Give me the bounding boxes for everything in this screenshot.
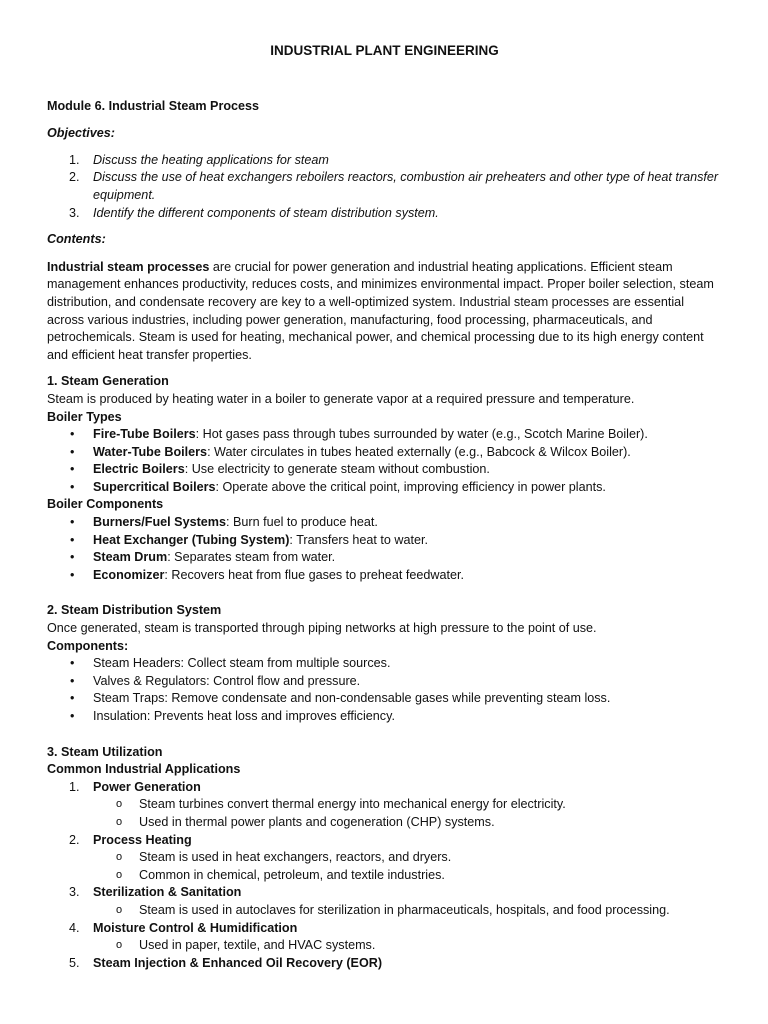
list-item-desc: : Burn fuel to produce heat. [226,515,378,530]
list-item-term: Supercritical Boilers [93,479,216,494]
application-title: Moisture Control & Humidification [93,920,298,935]
contents-heading: Contents: [47,232,106,247]
application-title: Steam Injection & Enhanced Oil Recovery (EOR) [93,955,383,970]
sub-item: o Steam turbines convert thermal energy into mechanical energy for electricity. [93,796,722,814]
boiler-types-heading: Boiler Types [47,409,122,424]
application-title: Process Heating [93,832,192,847]
objective-number: 1. [69,152,80,167]
application-sublist [93,902,722,920]
application-number: 3. [69,885,80,900]
distribution-components-list [47,655,722,725]
document-title: INDUSTRIAL PLANT ENGINEERING [270,43,499,58]
list-item: • Steam Headers: Collect steam from multiple sources. [47,655,722,673]
list-item-desc: : Hot gases pass through tubes surrounded by water (e.g., Scotch Marine Boiler). [195,427,648,442]
list-item [47,567,722,585]
objectives-list [47,152,722,222]
list-item-term: Heat Exchanger (Tubing System) [93,532,290,547]
list-item [47,461,722,479]
list-item [47,532,722,550]
intro-paragraph [47,259,722,365]
objective-item [47,205,722,223]
list-item-desc: : Separates steam from water. [167,550,336,565]
objective-number: 2. [69,170,80,185]
sub-item: o Steam is used in heat exchangers, reactors, and dryers. [93,849,722,867]
list-item [47,514,722,532]
intro-text: are crucial for power generation and industrial heating applications. Efficient steam management enhances productivity, reduces costs, and minimizes environmental impact. Proper boiler selection, steam distribution, and condensate recovery are key to a well-optimized system. Industrial steam processes are essential across various industries, including power generation, manufacturing, food processing, pharmaceuticals, and petrochemicals. Steam is used for heating, mechanical power, and chemical processing due to its high energy content and efficient heat transfer properties. [47,259,714,362]
application-title: Power Generation [93,779,201,794]
list-item [47,479,722,497]
list-item-desc: : Transfers heat to water. [289,532,429,547]
list-item [47,426,722,444]
applications-heading: Common Industrial Applications [47,762,241,777]
application-sublist [93,849,722,884]
objective-text: Discuss the use of heat exchangers reboilers reactors, combustion air preheaters and other type of heat transfer equipment. [93,170,719,202]
sub-item: o Used in thermal power plants and cogeneration (CHP) systems. [93,814,722,832]
distribution-components-heading: Components: [47,638,129,653]
section-2-heading: 2. Steam Distribution System [47,603,222,618]
list-item-term: Fire-Tube Boilers [93,427,196,442]
application-number: 1. [69,779,80,794]
spacer [47,584,722,602]
application-item [47,920,722,955]
application-item [47,884,722,919]
spacer [47,726,722,744]
boiler-types-list [47,426,722,496]
section-1-heading: 1. Steam Generation [47,374,169,389]
section-2-text: Once generated, steam is transported through piping networks at high pressure to the point of use. [47,621,597,636]
list-item-term: Steam Drum [93,550,168,565]
list-item-desc: : Recovers heat from flue gases to preheat feedwater. [164,567,465,582]
application-item [47,779,722,832]
application-title: Sterilization & Sanitation [93,885,242,900]
boiler-components-list [47,514,722,584]
objective-number: 3. [69,205,80,220]
intro-bold-term: Industrial steam processes [47,259,210,274]
application-number: 4. [69,920,80,935]
application-item [47,955,722,973]
application-number: 2. [69,832,80,847]
boiler-components-heading: Boiler Components [47,497,164,512]
section-3-heading: 3. Steam Utilization [47,744,163,759]
list-item [47,444,722,462]
application-sublist [93,796,722,831]
objective-item [47,169,722,204]
list-item: • Valves & Regulators: Control flow and pressure. [47,673,722,691]
sub-item: o Used in paper, textile, and HVAC systems. [93,937,722,955]
module-heading: Module 6. Industrial Steam Process [47,98,260,113]
list-item-term: Economizer [93,567,165,582]
objective-text: Identify the different components of steam distribution system. [93,205,439,220]
objectives-heading: Objectives: [47,126,115,141]
application-item [47,832,722,885]
list-item: • Steam Traps: Remove condensate and non-condensable gases while preventing steam loss. [47,690,722,708]
application-number: 5. [69,955,80,970]
list-item-term: Burners/Fuel Systems [93,515,226,530]
list-item-term: Electric Boilers [93,462,185,477]
list-item: • Insulation: Prevents heat loss and improves efficiency. [47,708,722,726]
objective-item [47,152,722,170]
list-item-desc: : Water circulates in tubes heated externally (e.g., Babcock & Wilcox Boiler). [207,444,631,459]
list-item [47,549,722,567]
list-item-desc: : Operate above the critical point, improving efficiency in power plants. [215,479,606,494]
application-sublist [93,937,722,955]
applications-list [47,779,722,973]
objective-text: Discuss the heating applications for steam [93,152,329,167]
section-1-text: Steam is produced by heating water in a boiler to generate vapor at a required pressure and temperature. [47,391,635,406]
sub-item: o Common in chemical, petroleum, and textile industries. [93,867,722,885]
list-item-desc: : Use electricity to generate steam without combustion. [184,462,490,477]
list-item-term: Water-Tube Boilers [93,444,208,459]
sub-item: o Steam is used in autoclaves for sterilization in pharmaceuticals, hospitals, and food processing. [93,902,722,920]
